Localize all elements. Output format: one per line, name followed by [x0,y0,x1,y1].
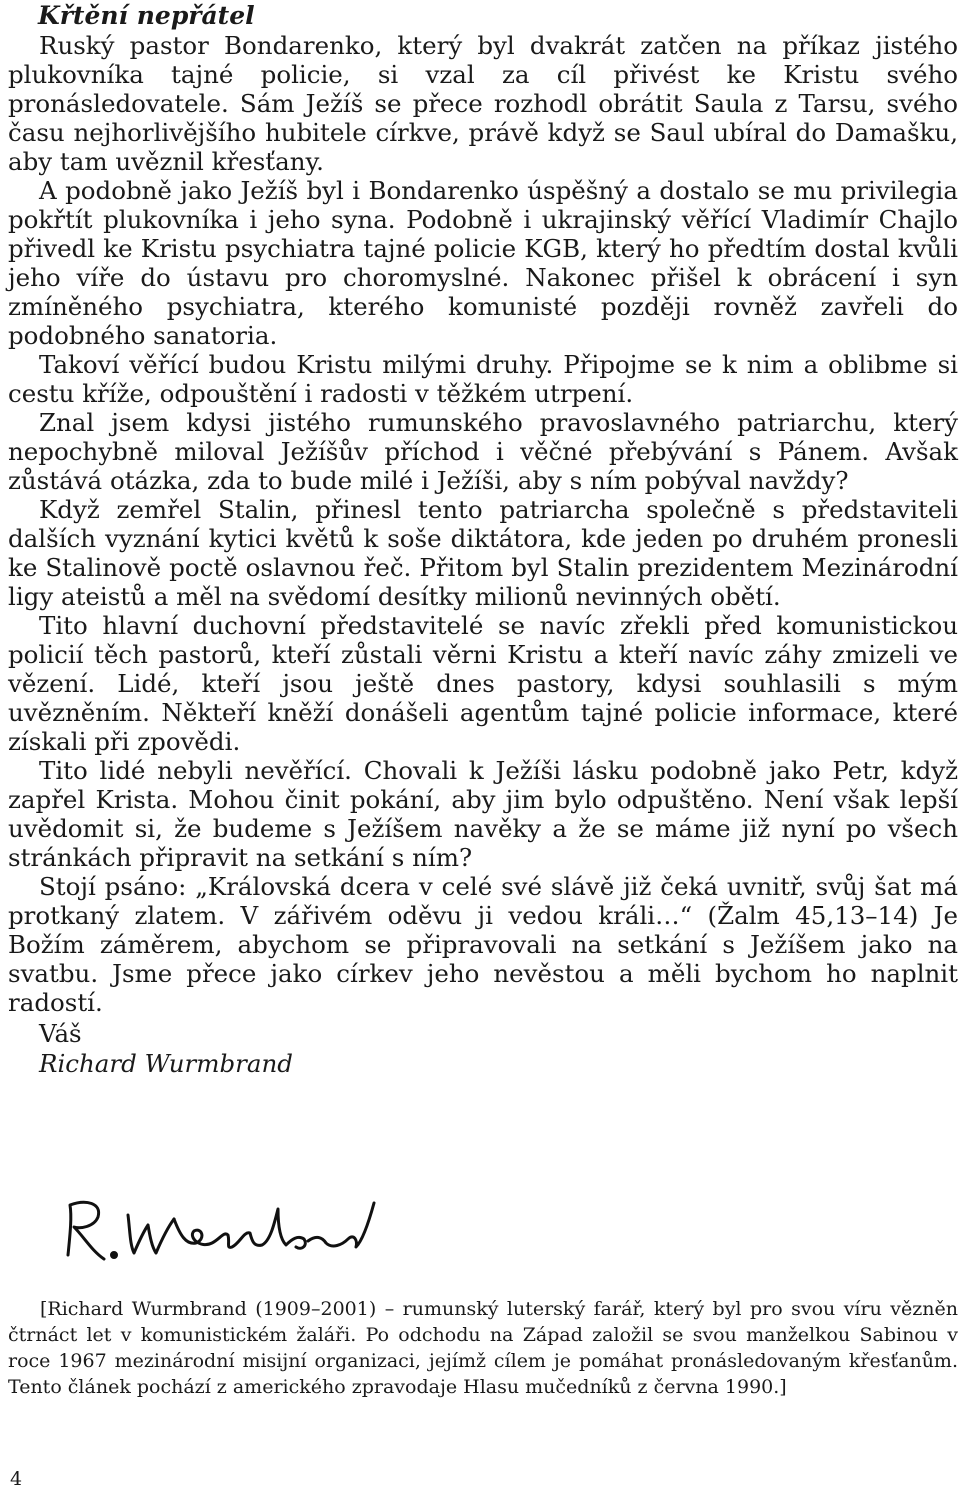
paragraph: Stojí psáno: „Královská dcera v celé své slávě již čeká uvnitř, svůj šat má protkaný zlatem. V zářivém oděvu ji vedou králi…“ (Žalm 45,13–14) Je Božím záměrem, abychom se připravovali na setkání s Ježíšem jako na svatbu. Jsme přece jako církev jeho nevěstou a měli bychom ho naplnit radostí. [8,872,958,1017]
article-body [8,31,958,1017]
author-name: Richard Wurmbrand [39,1049,293,1078]
closing-block [8,1019,958,1079]
paragraph: Když zemřel Stalin, přinesl tento patriarcha společně s představiteli dalších vyznání kytici květů k soše diktátora, kde jeden po druhém pronesli ke Stalinově poctě oslavnou řeč. Přitom byl Stalin prezidentem Mezinárodní ligy ateistů a měl na svědomí desítky milionů nevinných obětí. [8,495,958,611]
article-title: Křtění nepřátel [38,1,255,30]
page [8,0,958,1490]
paragraph: Ruský pastor Bondarenko, který byl dvakrát zatčen na příkaz jistého plukovníka tajné policie, si vzal za cíl přivést ke Kristu svého pronásledovatele. Sám Ježíš se přece rozhodl obrátit Saula z Tarsu, svého času nejhorlivějšího hubitele církve, právě když se Saul ubíral do Damašku, aby tam uvěznil křesťany. [8,31,958,176]
closing-salutation: Váš [39,1019,82,1048]
handwritten-signature [56,1195,396,1275]
paragraph: Takoví věřící budou Kristu milými druhy. Připojme se k nim a oblibme si cestu kříže, odpouštění i radosti v těžkém utrpení. [8,350,958,408]
paragraph: Tito hlavní duchovní představitelé se navíc zřekli před komunistickou policií těch pastorů, kteří zůstali věrni Kristu a kteří navíc záhy zmizeli ve vězení. Lidé, kteří jsou ještě dnes pastory, kdysi souhlasili s mým uvězněním. Někteří kněží donášeli agentům tajné policie informace, které získali při zpovědi. [8,611,958,756]
paragraph: Znal jsem kdysi jistého rumunského pravoslavného patriarchu, který nepochybně miloval Ježíšův příchod i věčné přebývání s Pánem. Avšak zůstává otázka, zda to bude milé i Ježíši, aby s ním pobýval navždy? [8,408,958,495]
page-number: 4 [10,1468,23,1490]
paragraph: A podobně jako Ježíš byl i Bondarenko úspěšný a dostalo se mu privilegia pokřtít plukovníka i jeho syna. Podobně i ukrajinský věřící Vladimír Chajlo přivedl ke Kristu psychiatra tajné policie KGB, který ho předtím dostal kvůli jeho víře do ústavu pro choromyslné. Nakonec přišel k obrácení i syn zmíněného psychiatra, kterého komunisté později rovněž zavřeli do podobného sanatoria. [8,176,958,350]
footnote-bio: [Richard Wurmbrand (1909–2001) – rumunský luterský farář, který byl pro svou víru vězněn čtrnáct let v komunistickém žaláři. Po odchodu na Západ založil se svou manželkou Sabinou v roce 1967 mezinárodní misijní organizaci, jejímž cílem je pomáhat pronásledovaným křesťanům. Tento článek pochází z amerického zpravodaje Hlasu mučedníků z června 1990.] [8,1298,958,1398]
paragraph: Tito lidé nebyli nevěřící. Chovali k Ježíši lásku podobně jako Petr, když zapřel Krista. Mohou činit pokání, aby jim bylo odpuštěno. Není však lepší uvědomit si, že budeme s Ježíšem navěky a že se máme již nyní po všech stránkách připravit na setkání s ním? [8,756,958,872]
